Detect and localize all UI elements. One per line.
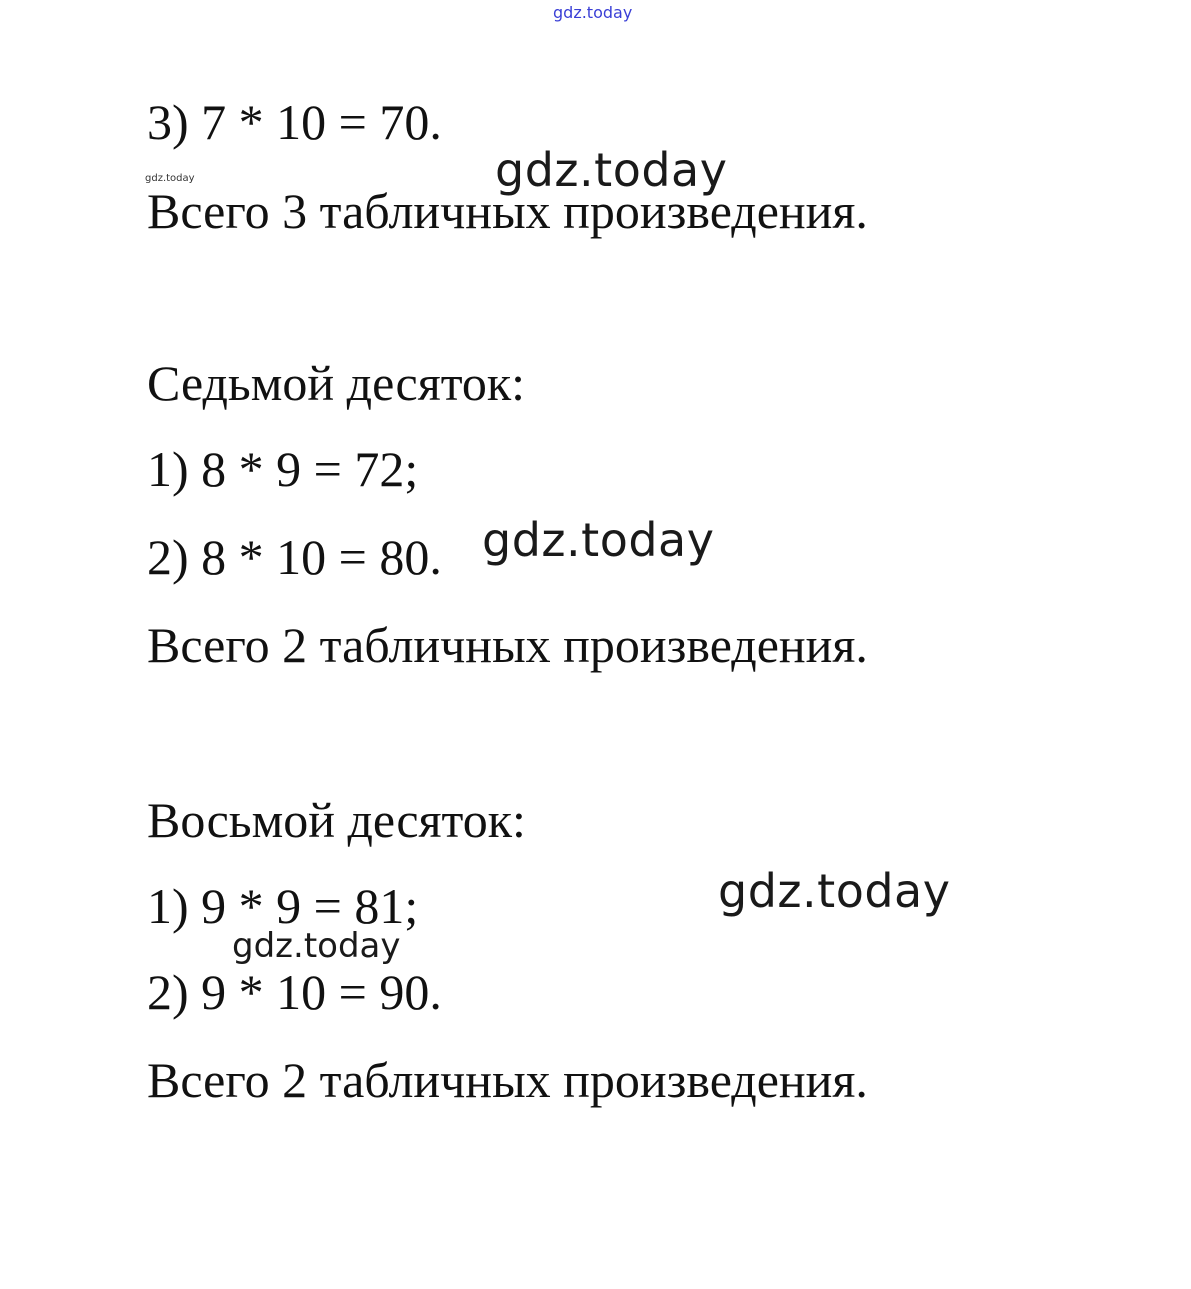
watermark-top: gdz.today: [553, 3, 633, 22]
heading-seventh-ten: Седьмой десяток:: [147, 355, 526, 411]
watermark-3: gdz.today: [718, 864, 951, 918]
line-8x10: 2) 8 * 10 = 80.: [147, 529, 442, 585]
watermark-tiny: gdz.today: [145, 173, 195, 184]
line-8x9: 1) 8 * 9 = 72;: [147, 441, 419, 497]
line-7x10: 3) 7 * 10 = 70.: [147, 94, 442, 150]
summary-seventh: Всего 2 табличных произведения.: [147, 617, 868, 673]
line-9x9: 1) 9 * 9 = 81;: [147, 878, 419, 934]
summary-sixth: Всего 3 табличных произведения.: [147, 183, 868, 239]
heading-eighth-ten: Восьмой десяток:: [147, 792, 526, 848]
line-9x10: 2) 9 * 10 = 90.: [147, 964, 442, 1020]
watermark-2: gdz.today: [482, 513, 715, 567]
summary-eighth: Всего 2 табличных произведения.: [147, 1052, 868, 1108]
watermark-4: gdz.today: [232, 926, 401, 966]
watermark-1: gdz.today: [495, 143, 728, 197]
